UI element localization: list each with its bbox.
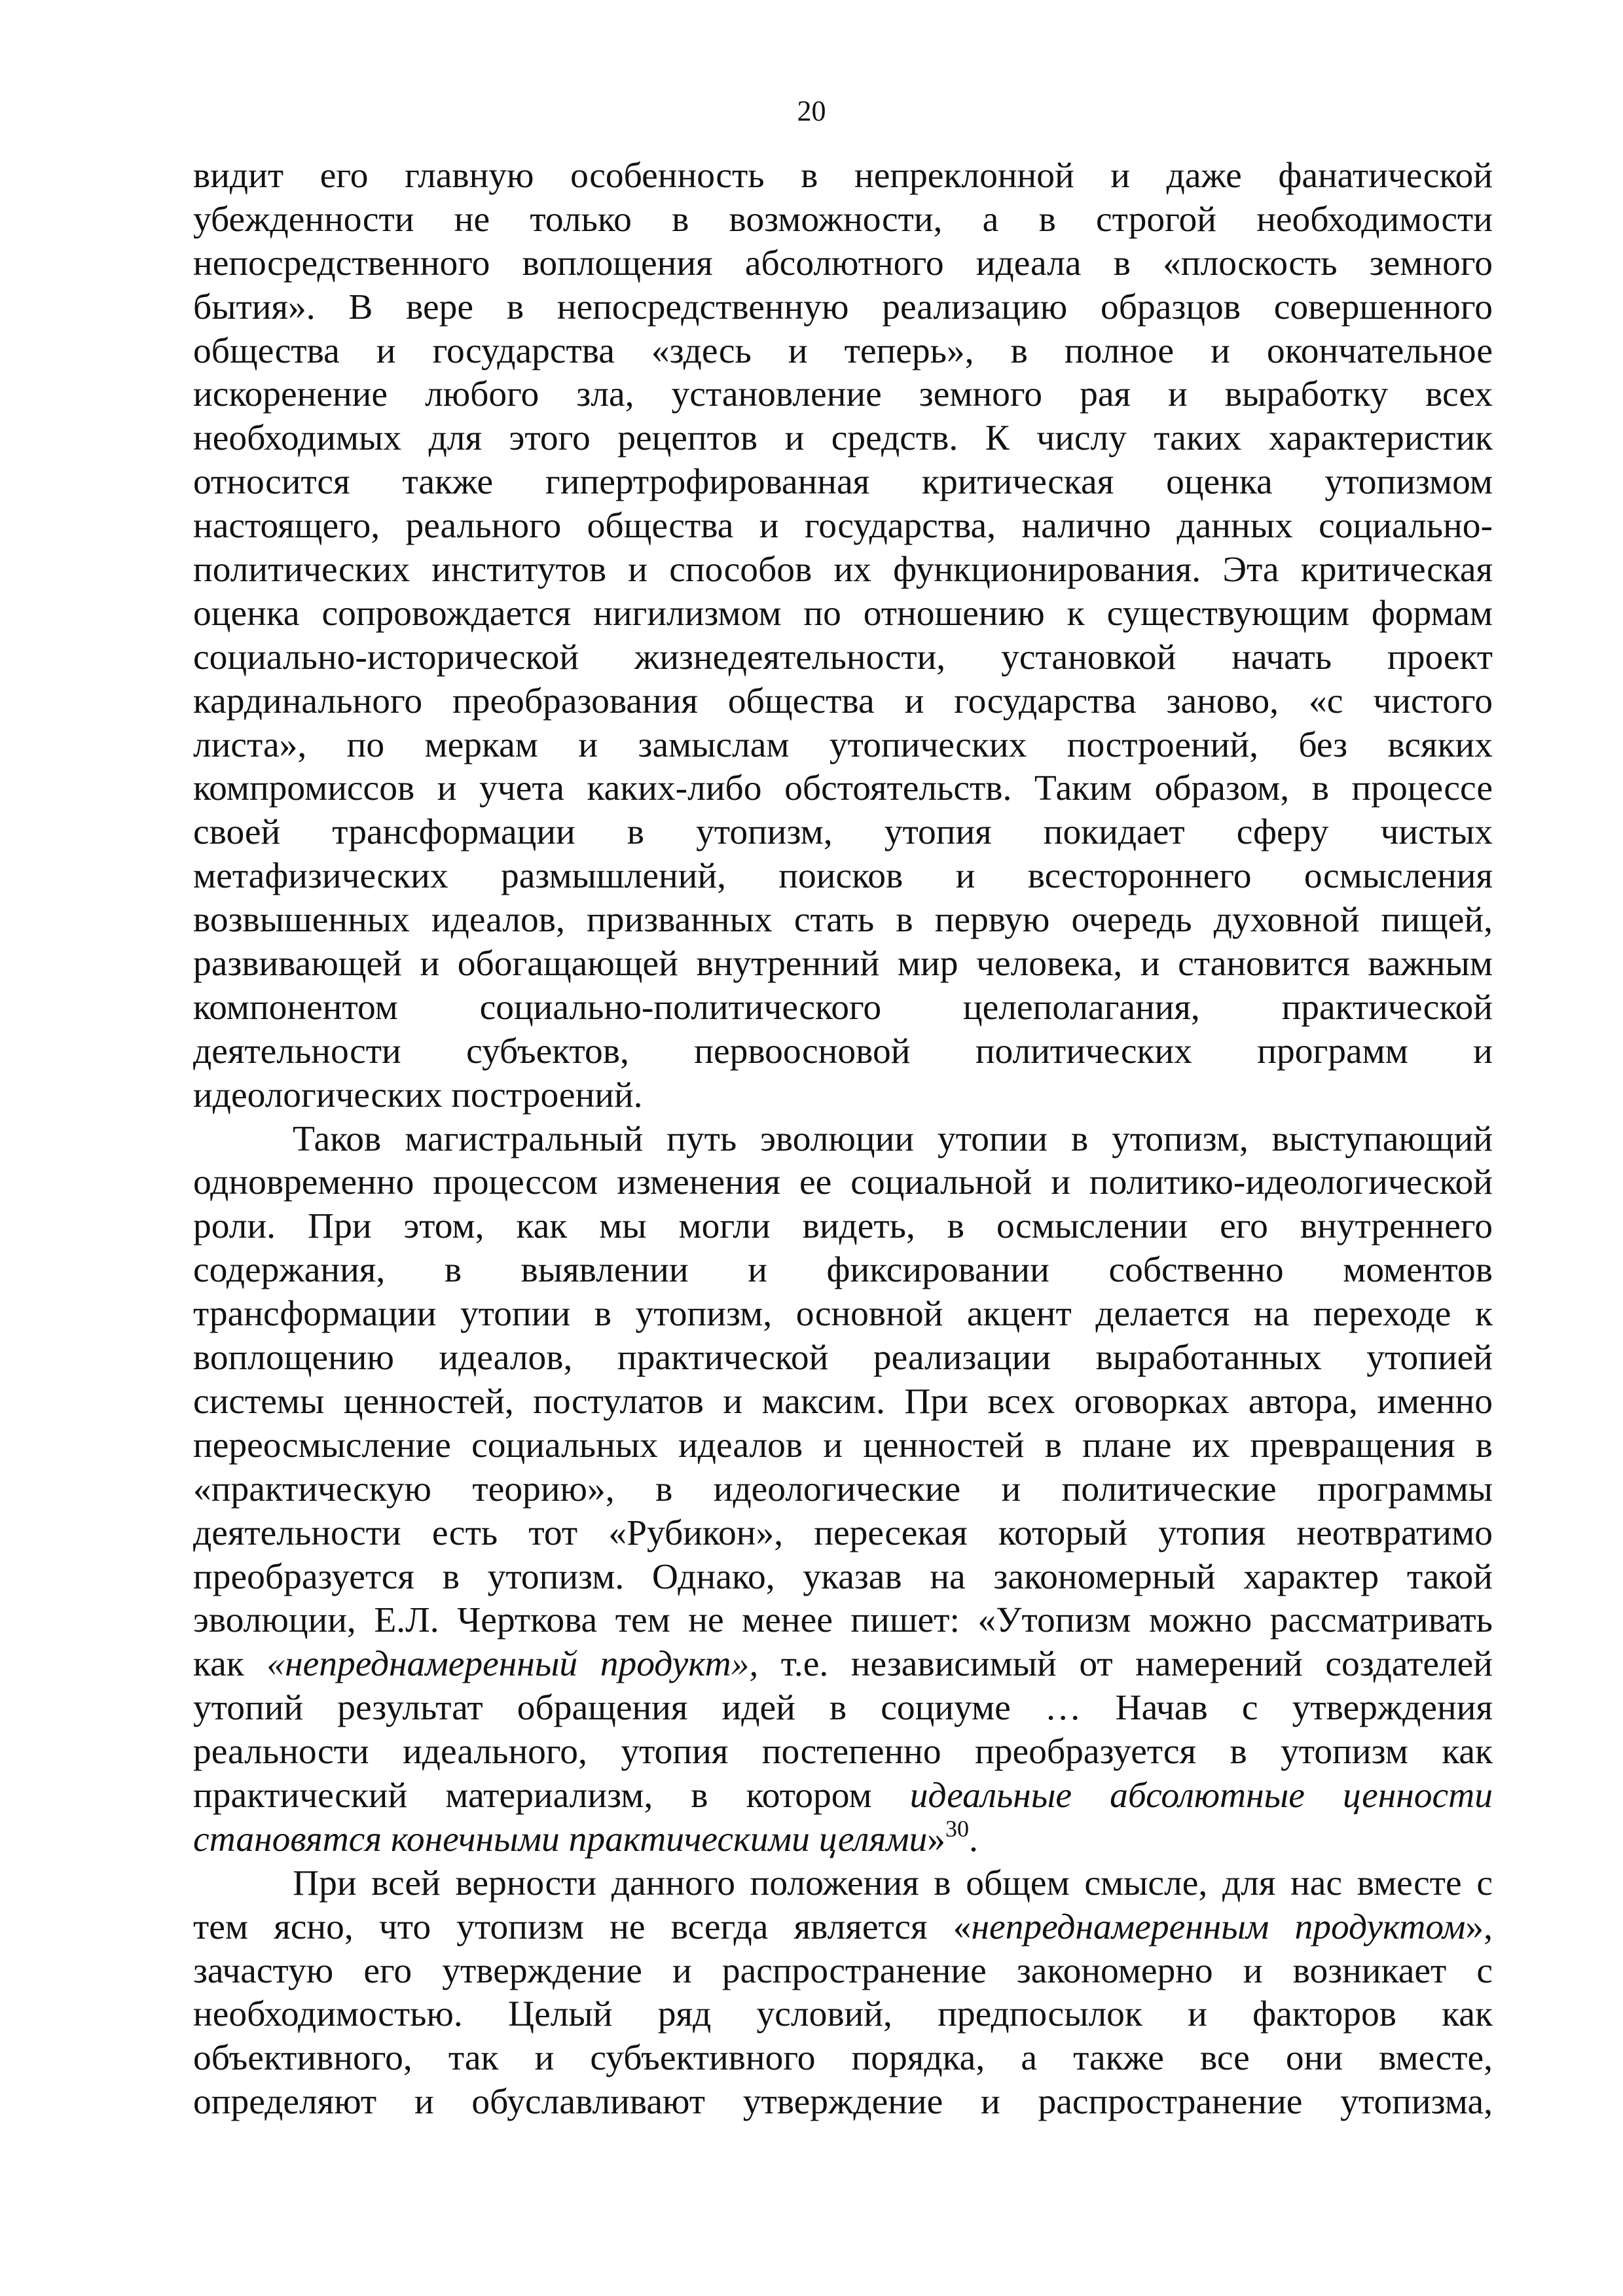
text-segment: т.е. независимый от намерений создателей (758, 1644, 1493, 1685)
text-line: эволюции, Е.Л. Черткова тем не менее пишет: «Утопизм можно рассматривать (193, 1600, 1493, 1641)
text-line: объективного, так и субъективного порядка, а также все они вместе, (193, 2038, 1493, 2079)
text-line: метафизических размышлений, поисков и всестороннего осмысления (193, 856, 1493, 897)
document-body (193, 154, 1493, 2125)
text-line: необходимых для этого рецептов и средств. К числу таких характеристик (193, 418, 1493, 459)
text-line (193, 1774, 1493, 1818)
text-line: компромиссов и учета каких-либо обстоятельств. Таким образом, в процессе (193, 768, 1493, 809)
text-line: деятельности есть тот «Рубикон», пересекая который утопия неотвратимо (193, 1513, 1493, 1553)
text-line: настоящего, реального общества и государства, налично данных социально- (193, 506, 1493, 547)
text-line: необходимостью. Целый ряд условий, предпосылок и факторов как (193, 1994, 1493, 2035)
text-segment: », (1465, 1907, 1493, 1947)
paragraph-1 (193, 154, 1493, 1118)
text-segment: как (193, 1644, 267, 1685)
text-segment: . (969, 1819, 978, 1859)
text-line: общества и государства «здесь и теперь», в полное и окончательное (193, 331, 1493, 371)
text-line (193, 1815, 1493, 1862)
text-line: трансформации утопии в утопизм, основной акцент делается на переходе к (193, 1294, 1493, 1335)
text-line: политических институтов и способов их функционирования. Эта критическая (193, 550, 1493, 590)
text-line: идеологических построений. (193, 1075, 643, 1115)
text-segment: практический материализм, в котором (193, 1775, 910, 1816)
footnote-ref[interactable]: 30 (945, 1815, 970, 1842)
text-segment: » (927, 1819, 946, 1859)
text-line (193, 1906, 1493, 1950)
text-line: «практическую теорию», в идеологические и политические программы (193, 1469, 1493, 1509)
text-line: переосмысление социальных идеалов и ценностей в плане их превращения в (193, 1425, 1493, 1465)
text-line: воплощению идеалов, практической реализации выработанных утопией (193, 1338, 1493, 1378)
text-line: непосредственного воплощения абсолютного идеала в «плоскость земного (193, 243, 1493, 283)
text-segment: тем ясно, что утопизм не всегда является « (193, 1907, 972, 1947)
paragraph-3 (193, 1862, 1493, 2125)
text-line: социально-исторической жизнедеятельности, установкой начать проект (193, 637, 1493, 677)
text-line: утопий результат обращения идей в социуме … Начав с утверждения (193, 1688, 1493, 1729)
text-line: деятельности субъектов, первоосновой политических программ и (193, 1031, 1493, 1071)
text-line: видит его главную особенность в непреклонной и даже фанатической (193, 156, 1493, 196)
page-number: 20 (797, 95, 826, 127)
text-line: содержания, в выявлении и фиксировании собственно моментов (193, 1250, 1493, 1291)
text-line: убежденности не только в возможности, а в строгой необходимости (193, 199, 1493, 240)
text-line (193, 1643, 1493, 1687)
text-line: относится также гипертрофированная критическая оценка утопизмом (193, 462, 1493, 503)
text-line: Таков магистральный путь эволюции утопии в утопизм, выступающий (293, 1119, 1493, 1159)
text-line: одновременно процессом изменения ее социальной и политико-идеологической (193, 1162, 1493, 1203)
italic-emphasis: «непреднамеренный продукт», (266, 1644, 759, 1685)
text-line: листа», по меркам и замыслам утопических построений, без всяких (193, 725, 1493, 765)
paragraph-2 (193, 1118, 1493, 1862)
text-line: искоренение любого зла, установление земного рая и выработку всех (193, 374, 1493, 415)
text-line: компонентом социально-политического целеполагания, практической (193, 987, 1493, 1028)
text-line: кардинального преобразования общества и государства заново, «с чистого (193, 681, 1493, 721)
text-line: зачастую его утверждение и распространение закономерно и возникает с (193, 1950, 1493, 1991)
text-line: реальности идеального, утопия постепенно преобразуется в утопизм как (193, 1732, 1493, 1772)
text-line: развивающей и обогащающей внутренний мир человека, и становится важным (193, 944, 1493, 984)
text-line: своей трансформации в утопизм, утопия покидает сферу чистых (193, 812, 1493, 853)
text-line: преобразуется в утопизм. Однако, указав на закономерный характер такой (193, 1556, 1493, 1597)
italic-emphasis: непреднамеренным продуктом (971, 1907, 1466, 1947)
text-line: оценка сопровождается нигилизмом по отношению к существующим формам (193, 593, 1493, 634)
text-line: бытия». В вере в непосредственную реализацию образцов совершенного (193, 287, 1493, 327)
text-line: При всей верности данного положения в общем смысле, для нас вместе с (293, 1863, 1493, 1903)
text-line: возвышенных идеалов, призванных стать в первую очередь духовной пищей, (193, 900, 1493, 941)
text-line: определяют и обуславливают утверждение и распространение утопизма, (193, 2082, 1493, 2123)
text-line: системы ценностей, постулатов и максим. При всех оговорках автора, именно (193, 1381, 1493, 1422)
italic-emphasis: становятся конечными практическими целями (193, 1819, 928, 1859)
italic-emphasis: идеальные абсолютные ценности (909, 1775, 1493, 1816)
text-line: роли. При этом, как мы могли видеть, в осмыслении его внутреннего (193, 1206, 1493, 1247)
